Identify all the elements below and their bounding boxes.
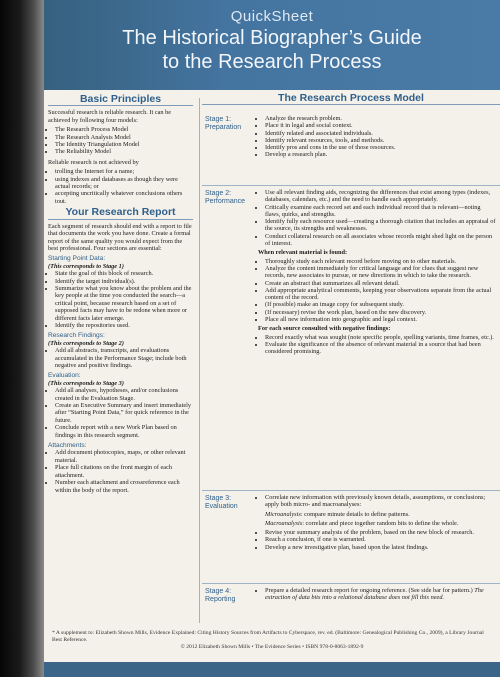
list-item: • Critically examine each record set and each individual record that is relevant—noting flaws, quirks, and strengths. [265,204,496,219]
found-list [258,258,496,324]
list-item: • Evaluate the significance of the absence of relevant material in a source that had been considered promising. [265,341,496,356]
stage2-correspondence: (This corresponds to Stage 2) [48,339,124,347]
list-item: • Add document photocopies, maps, or other relevant material. [55,449,193,464]
list-item: • Identify the repositories used. [55,322,193,329]
stage-4-label: Stage 4: Reporting [205,588,236,603]
models-list [48,126,193,156]
micro-label: Microanalysis [265,510,301,518]
section-rule [48,105,193,106]
stage-4-italic: The extraction of data bits into a relational database does not fill this need. [265,587,484,602]
list-item: • Revise your summary analysis of the problem, based on the new block of research. [265,529,496,536]
list-item: • Place all new information into geographic and legal context. [265,316,496,323]
negative-heading: For each source consulted with negative findings: [258,325,391,333]
list-item: • Conclude report with a new Work Plan based on findings in this research segment. [55,424,193,439]
copyright-line: © 2012 Elizabeth Shown Mills • The Evidence Series • ISBN 978-0-8063-1892-9 [180,644,364,650]
section-rule [202,104,500,105]
stage-4-body [258,587,496,604]
binding-shadow [0,0,44,677]
list-item: • Create an Executive Summary and insert immediately after “Starting Point Data,” for quick reference in the future. [55,402,193,424]
macro-label: Macroanalysis [265,519,303,527]
evaluation-list [48,387,193,439]
found-heading: When relevant material is found: [258,249,348,257]
list-item: • Record exactly what was sought (note specific people, spelling variants, time frames, etc.). [265,334,496,341]
stage-2-body [258,189,496,358]
list-item: • Identify the target individual(s). [55,278,193,285]
list-item: • Use all relevant finding aids, recognizing the differences that exist among types (indexes, databases, calendars, etc.) and the need to handle each appropriately. [265,189,496,204]
model-item: • The Identity Triangulation Model [55,141,193,148]
research-report-title: Your Research Report [65,206,176,219]
stage-2-list [258,189,496,247]
list-item: • (If necessary) revise the work plan, based on the new discovery. [265,309,496,316]
list-item: • Add all abstracts, transcripts, and evaluations accumulated in the Performance Stage; include both negative and positive findings. [55,347,193,369]
section-rule [48,219,193,220]
micro-line [258,511,496,518]
stage1-correspondence: (This corresponds to Stage 1) [48,262,124,270]
list-item: • Analyze the content immediately for critical language and for clues that suggest new records, new associates to pursue, or new directions in which to take the research. [265,265,496,280]
content-area [44,90,500,662]
not-item: • trolling the Internet for a name; [55,168,193,175]
stage-4-list [258,587,496,602]
findings-list [48,347,193,369]
list-item: • Identify related and associated individuals. [265,130,496,137]
list-item: • (If possible) make an image copy for subsequent study. [265,301,496,308]
list-item: • Identify relevant resources, tools, and methods. [265,137,496,144]
model-item: • The Research Process Model [55,126,193,133]
stage-3-body [258,494,496,553]
column-divider [199,98,200,623]
list-item: • Add appropriate analytical comments, keeping your observations separate from the actual content of the record. [265,287,496,302]
micro-text: : compare minute details to define patterns. [300,510,410,518]
list-item: • Develop a new investigative plan, based upon the latest findings. [265,544,496,551]
list-item: • Identify fully each resource used—creating a thorough citation that includes an appraisal of the source, its strengths and weaknesses. [265,218,496,233]
attachments-list [48,449,193,493]
stage-1-body [258,115,496,161]
findings-heading: Research Findings: [48,332,105,340]
basic-principles-title: Basic Principles [79,93,162,105]
model-item: • The Research Analysis Model [55,134,193,141]
stage-3 [202,491,500,579]
footer-band [44,662,500,677]
list-item: • Add all analyses, hypotheses, and/or conclusions created in the Evaluation Stage. [55,387,193,402]
footnote [52,630,492,651]
stage-2 [202,186,500,486]
list-item: • Place it in legal and social context. [265,122,496,129]
list-item: • Reach a conclusion, if one is warranted. [265,536,496,543]
list-item: • Correlate new information with previously known details, assumptions, or conclusions; apply both micro- and macroanalyses: [265,494,496,509]
list-item [265,587,496,602]
list-item: • Place full citations on the front margin of each attachment. [55,464,193,479]
stage-4-text: Prepare a detailed research report for ongoing reference. (See side bar for pattern.) [265,587,473,594]
list-item: • Number each attachment and crossreference each within the body of the report. [55,479,193,494]
not-item: • accepting uncritically whatever conclusions others tout. [55,190,193,205]
header-band [44,0,500,90]
model-item: • The Reliability Model [55,148,193,155]
quicksheet-label: QuickSheet [230,8,314,25]
list-item: • Conduct collateral research on all associates whose records might shed light on the person of interest. [265,233,496,248]
list-item: • Analyze the research problem. [265,115,496,122]
stage-1-label: Stage 1: Preparation [205,116,242,131]
list-item: • State the goal of this block of research. [55,270,193,277]
list-item: • Develop a research plan. [265,151,496,158]
stage-2-label: Stage 2: Performance [205,190,246,205]
list-item: • Create an abstract that summarizes all relevant detail. [265,280,496,287]
stage-1-list [258,115,496,159]
attachments-heading: Attachments: [48,442,87,450]
basic-intro: Successful research is reliable research. It can be achieved by following four models: [48,109,172,124]
stage-3-list [258,494,496,509]
negative-list [258,334,496,356]
list-item: • Identify pros and cons in the use of those resources. [265,144,496,151]
title-line-2: to the Research Process [162,51,382,73]
list-item: • Thoroughly study each relevant record before moving on to other materials. [265,258,496,265]
list-item: • Summarize what you know about the problem and the key people at the time you conducted the search—a critical point, because research based on a set of supposed facts may have to be redone when more or different facts later emerge. [55,285,193,322]
not-achieved-list [48,168,193,205]
evaluation-heading: Evaluation: [48,372,81,380]
not-achieved-intro: Reliable research is not achieved by [48,158,139,166]
stage-4 [202,584,500,624]
not-item: • using indexes and databases as though they were actual records; or [55,176,193,191]
left-column [44,90,199,662]
stage-1 [202,112,500,167]
stage-3-list-2 [258,529,496,551]
right-column [202,90,500,662]
report-intro: Each segment of research should end with a report to file that documents the work you have done. Create a formal report of the same quality you would expect from the best professional. Four sections are essential: [48,222,192,252]
macro-text: : correlate and piece together random bits to define the whole. [302,519,459,527]
stage-3-label: Stage 3: Evaluation [205,495,238,510]
starting-point-heading: Starting Point Data: [48,255,106,263]
title-line-1: The Historical Biographer’s Guide [122,27,422,49]
stage3-correspondence: (This corresponds to Stage 3) [48,379,124,387]
supplement-note: * A supplement to: Elizabeth Shown Mills, Evidence Explained: Citing History Sources from Artifacts to Cyberspace, rev. ed. (Baltimore: Genealogical Publishing Co., 2009), a Library Journal Best Reference. [52,630,484,643]
macro-line [258,520,496,527]
starting-point-list [48,270,193,329]
process-model-title: The Research Process Model [278,92,424,104]
